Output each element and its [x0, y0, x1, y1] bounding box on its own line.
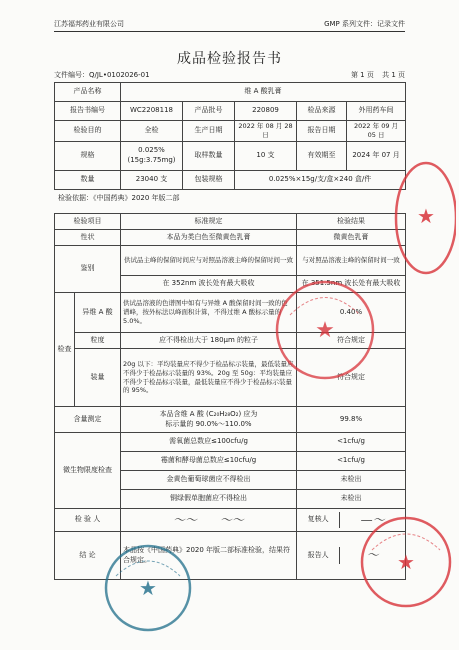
- company-name: 江苏福邦药业有限公司: [54, 20, 124, 28]
- reporter-label: 报告人: [297, 547, 340, 563]
- fill-label: 装量: [75, 349, 121, 407]
- particle-standard: 应不得检出大于 180μm 的粒子: [121, 333, 297, 349]
- svg-text:★: ★: [315, 318, 335, 343]
- pack-spec-label: 包装规格: [183, 170, 235, 189]
- identification-standard-1: 供试品主峰的保留时间应与对照品溶液主峰的保留时间一致: [121, 246, 297, 276]
- assay-standard-line-1: 本品含维 A 酸 (C₂₀H₂₈O₂) 应为: [159, 410, 258, 419]
- source: 外用药车间: [347, 102, 406, 121]
- prod-date: 2022 年 08 月 28 日: [235, 121, 297, 142]
- spec-line-1: 0.025%: [138, 146, 165, 155]
- report-no-label: 报告书编号: [55, 102, 121, 121]
- identification-result-1: 与对照品溶液主峰的保留时间一致: [297, 246, 406, 276]
- check-label: 检查: [55, 293, 75, 407]
- reviewer-label: 复核人: [297, 512, 340, 528]
- spec: [121, 141, 183, 170]
- reporter-signature: 〜: [366, 548, 379, 563]
- sample-qty: 10 支: [235, 141, 297, 170]
- file-info-line: [54, 70, 405, 80]
- inspector-label: 检 验 人: [55, 509, 121, 532]
- test-results-table: [54, 213, 406, 580]
- particle-label: 粒度: [75, 333, 121, 349]
- report-date: 2022 年 09 月 05 日: [347, 121, 406, 142]
- purpose: 全检: [121, 121, 183, 142]
- micro-staph-standard: 金黄色葡萄球菌应不得检出: [121, 471, 297, 490]
- qty-label: 数量: [55, 170, 121, 189]
- col-result-header: 检验结果: [297, 214, 406, 230]
- report-no: WC2208118: [121, 102, 183, 121]
- prod-date-label: 生产日期: [183, 121, 235, 142]
- micro-mold-standard: 霉菌和酵母菌总数应≤10cfu/g: [121, 452, 297, 471]
- col-standard-header: 标准规定: [121, 214, 297, 230]
- qty: 23040 支: [121, 170, 183, 189]
- conclusion-text: 本品按《中国药典》2020 年版二部标准检验，结果符合规定。: [121, 532, 297, 580]
- appearance-standard: 本品为类白色至微黄色乳膏: [121, 230, 297, 246]
- page-total: 共 1 页: [382, 71, 405, 79]
- reviewer-signature: —〜: [360, 512, 385, 527]
- fill-standard: 20g 以下：平均装量应不得少于检品标示装量，最低装量应不得少于检品标示装量的 93%。20g 至 50g：平均装量应不得少于检品标示装量，最低装量应不得少于检品标示装量的 95%。: [121, 349, 297, 407]
- product-info-table: [54, 82, 406, 190]
- product-name: 维 A 酸乳膏: [121, 83, 406, 102]
- micro-label: 微生物限度检查: [55, 433, 121, 509]
- svg-text:★: ★: [417, 204, 435, 228]
- micro-pseudo-result: 未检出: [297, 490, 406, 509]
- source-label: 检品来源: [297, 102, 347, 121]
- isomer-result: 0.40%: [297, 293, 406, 333]
- test-basis: 检验依据：《中国药典》2020 年版二部: [58, 194, 180, 202]
- assay-standard-line-2: 标示量的 90.0%～110.0%: [165, 419, 252, 428]
- report-title: 成品检验报告书: [177, 51, 282, 67]
- particle-result: 符合规定: [297, 333, 406, 349]
- identification-label: 鉴别: [55, 246, 121, 293]
- purpose-label: 检验目的: [55, 121, 121, 142]
- micro-pseudo-standard: 铜绿假单胞菌应不得检出: [121, 490, 297, 509]
- expiry: 2024 年 07 月: [347, 141, 406, 170]
- page-header: [54, 18, 405, 32]
- assay-label: 含量测定: [55, 407, 121, 433]
- file-number: 文件编号：Q/JL•0102026-01: [54, 71, 150, 79]
- micro-mold-result: <1cfu/g: [297, 452, 406, 471]
- appearance-label: 性状: [55, 230, 121, 246]
- expiry-label: 有效期至: [297, 141, 347, 170]
- col-item-header: 检验项目: [55, 214, 121, 230]
- inspector-signature: [121, 509, 297, 532]
- reporter-cell: [297, 532, 406, 580]
- page-number: [345, 70, 405, 80]
- assay-result: 99.8%: [297, 407, 406, 433]
- svg-text:★: ★: [139, 576, 157, 600]
- identification-result-2: 在 351.5nm 波长处有最大吸收: [297, 276, 406, 293]
- isomer-label: 异维 A 酸: [75, 293, 121, 333]
- identification-standard-2: 在 352nm 波长处有最大吸收: [121, 276, 297, 293]
- reviewer-cell: [297, 509, 406, 532]
- spec-line-2: (15g:3.75mg): [127, 155, 176, 164]
- appearance-result: 微黄色乳膏: [297, 230, 406, 246]
- product-name-label: 产品名称: [55, 83, 121, 102]
- assay-standard: [121, 407, 297, 433]
- batch-label: 产品批号: [183, 102, 235, 121]
- svg-text:★: ★: [397, 550, 415, 574]
- isomer-standard: 供试品溶液的色谱图中如有与异维 A 酸保留时间一致的色谱峰，按外标法以峰面积计算，不得过维 A 酸标示量的 5.0%。: [121, 293, 297, 333]
- micro-staph-result: 未检出: [297, 471, 406, 490]
- page-current: 第 1 页: [350, 71, 374, 79]
- sample-qty-label: 取样数量: [183, 141, 235, 170]
- batch-no: 220809: [235, 102, 297, 121]
- pack-spec: 0.025%×15g/支/盒×240 盒/件: [235, 170, 406, 189]
- report-date-label: 报告日期: [297, 121, 347, 142]
- inspector-signature-mark: 〜〜 〜〜: [173, 512, 244, 527]
- gmp-label: GMP 系列文件：记录文件: [324, 20, 405, 28]
- micro-aerobic-standard: 需氧菌总数应≤100cfu/g: [121, 433, 297, 452]
- conclusion-label: 结 论: [55, 532, 121, 580]
- micro-aerobic-result: <1cfu/g: [297, 433, 406, 452]
- spec-label: 规格: [55, 141, 121, 170]
- fill-result: 符合规定: [297, 349, 406, 407]
